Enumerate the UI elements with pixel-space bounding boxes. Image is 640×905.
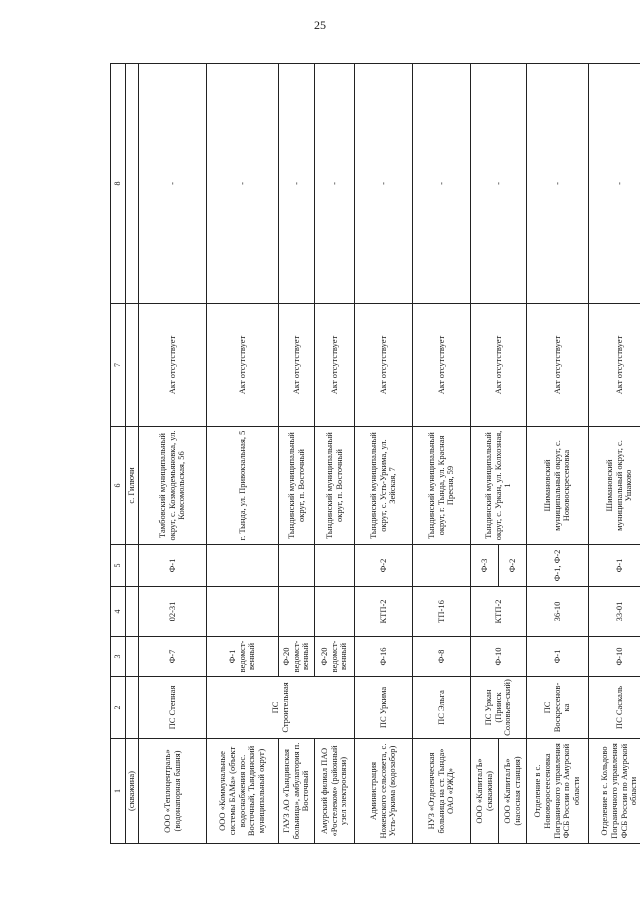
table-cell: [279, 587, 315, 637]
table-cell: Ф-8: [413, 637, 471, 677]
table-cell: Ф-1: [527, 637, 589, 677]
table-cell: ООО «Теплоцентраль» (водонапорная башня): [139, 739, 207, 844]
table-cell: [207, 545, 279, 587]
table-cell: Акт отсутствует: [471, 304, 527, 427]
col-number: 3: [111, 637, 126, 677]
table-cell: Отделение в с. Нововоросеесеновка Пограничного управления ФСБ России по Амурской области: [527, 739, 589, 844]
table-cell: Отделение в с. Кольдово Пограничного управления ФСБ России по Амурской области: [589, 739, 640, 844]
table-cell: ПС Воскресенов-ка: [527, 677, 589, 739]
table-cell: ПС Строительная: [207, 677, 355, 739]
table-cell: г. Тында, ул. Привокзальная, 5: [207, 427, 279, 545]
col-number: 8: [111, 64, 126, 304]
table-cell: ПС Эльга: [413, 677, 471, 739]
data-table: [110, 63, 640, 844]
table-cell: НУЗ «Отделенческая больница на ст. Тында» ОАО «РЖД»: [413, 739, 471, 844]
table-cell: Ф-2: [499, 545, 527, 587]
table-cell: 36-10: [527, 587, 589, 637]
table-cell: Акт отсутствует: [527, 304, 589, 427]
col-number: 1: [111, 739, 126, 844]
table-cell: Тындинский муниципальный округ, п. Восточный: [315, 427, 355, 545]
table-cell: Тындинский муниципальный округ, с. Уркан, ул. Колхозная, 1: [471, 427, 527, 545]
table-cell: ПС Саскаль: [589, 677, 640, 739]
table-cell: ООО «Коммунальные системы БАМа» (объект водоснабжения пос. Восточный, Тындинский муниципальный округ): [207, 739, 279, 844]
table-cell: Ф-1 ведомст-венный: [207, 637, 279, 677]
table-cell: [315, 587, 355, 637]
table-cell: -: [589, 64, 640, 304]
table-cell: Тамбовский муниципальный округ, с. Козмодемьяновка, ул. Комсомольская, 56: [139, 427, 207, 545]
table-row: [126, 64, 139, 844]
table-cell: Ф-2: [355, 545, 413, 587]
table-row: [413, 64, 471, 844]
table-cell: Ф-1: [589, 545, 640, 587]
table-cell: [207, 587, 279, 637]
rotated-table-wrapper: [110, 64, 639, 844]
table-cell: [279, 545, 315, 587]
table-cell: -: [527, 64, 589, 304]
table-cell: Акт отсутствует: [355, 304, 413, 427]
table-cell: КТП-2: [471, 587, 527, 637]
table-cell: -: [471, 64, 527, 304]
table-cell: ГАУЗ АО «Тындинская больница», амбулатория п. Восточный: [279, 739, 315, 844]
col-number: 7: [111, 304, 126, 427]
col-number: 6: [111, 427, 126, 545]
table-cell: -: [139, 64, 207, 304]
table-cell: Ф-10: [471, 637, 527, 677]
table-cell: Акт отсутствует: [589, 304, 640, 427]
table-cell: Ф-16: [355, 637, 413, 677]
table-cell: Ф-20 ведомст-венный: [315, 637, 355, 677]
table-row: [527, 64, 589, 844]
table-cell: ПС Уркима: [355, 677, 413, 739]
table-cell: Ф-1: [139, 545, 207, 587]
table-row: [207, 64, 279, 844]
table-cell: ТП-16: [413, 587, 471, 637]
table-cell: -: [315, 64, 355, 304]
table-cell: (скважина): [126, 739, 139, 844]
table-row: [355, 64, 413, 844]
table-cell: Тындинский муниципальный округ, п. Восточный: [279, 427, 315, 545]
page-number: 25: [314, 18, 326, 32]
table-cell: Амурский филиал ПАО «Ростелеком» (районный узел электросвязи): [315, 739, 355, 844]
col-number: 5: [111, 545, 126, 587]
table-cell: с. Гилючи: [126, 427, 139, 545]
table-cell: Ф-1, Ф-2: [527, 545, 589, 587]
table-cell: КТП-2: [355, 587, 413, 637]
table-cell: Акт отсутствует: [279, 304, 315, 427]
table-cell: Акт отсутствует: [139, 304, 207, 427]
table-row: [139, 64, 207, 844]
table-cell: -: [413, 64, 471, 304]
table-cell: Ф-10: [589, 637, 640, 677]
table-cell: Администрация Ноженского сельсовета, с. Усть-Уркима (водозабор): [355, 739, 413, 844]
table-cell: ООО «КапиталЪ» (скважина): [471, 739, 499, 844]
table-cell: Шимановский муниципальный округ, с. Нововоскресеновка: [527, 427, 589, 545]
table-cell: Шимановский муниципальный округ, с. Ушаково: [589, 427, 640, 545]
col-number: 2: [111, 677, 126, 739]
table-cell: [315, 545, 355, 587]
table-cell: 02-31: [139, 587, 207, 637]
table-row: [589, 64, 640, 844]
table-cell: Акт отсутствует: [413, 304, 471, 427]
col-number: 4: [111, 587, 126, 637]
table-cell: Тындинский муниципальный округ, с. Усть-Уркима, ул. Зейская, 7: [355, 427, 413, 545]
table-cell: ООО «КапиталЪ» (насосная станция): [499, 739, 527, 844]
table-row: [471, 64, 499, 844]
table-cell: Ф-3: [471, 545, 499, 587]
table-cell: Акт отсутствует: [315, 304, 355, 427]
column-number-row: [111, 64, 126, 844]
table-cell: -: [279, 64, 315, 304]
table-cell: Ф-7: [139, 637, 207, 677]
table-cell: [413, 545, 471, 587]
table-cell: Акт отсутствует: [207, 304, 279, 427]
table-cell: Тындинский муниципальный округ, г. Тында, ул. Красная Пресня, 59: [413, 427, 471, 545]
table-cell: -: [207, 64, 279, 304]
table-cell: ПС Уркан (Прииск Соловьев-ский): [471, 677, 527, 739]
table-cell: -: [355, 64, 413, 304]
table-cell: ПС Степная: [139, 677, 207, 739]
table-cell: Ф-20 ведомст-венный: [279, 637, 315, 677]
table-cell: 33-01: [589, 587, 640, 637]
